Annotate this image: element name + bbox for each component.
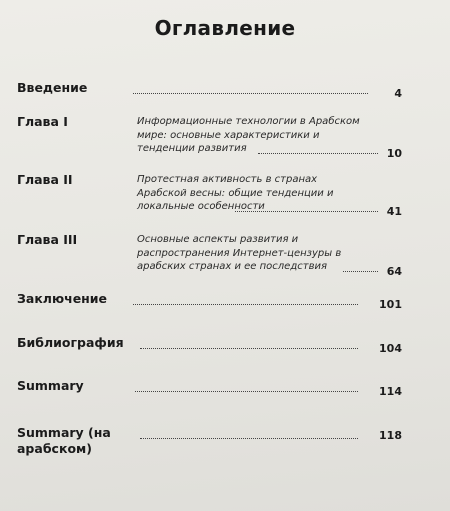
chapter-description: Основные аспекты развития и распространения Интернет-цензуры в арабских странах и ее последствия xyxy=(137,234,342,272)
chapter-description: Информационные технологии в Арабском мире: основные характеристики и тенденции развития xyxy=(137,116,360,154)
toc-entry-label: Глава I xyxy=(17,114,68,129)
toc-entry-label: Summary xyxy=(17,378,84,393)
dot-leader xyxy=(133,304,358,305)
dot-leader xyxy=(343,271,378,272)
page-number: 41 xyxy=(386,205,402,218)
toc-entry-label: Глава III xyxy=(17,232,78,247)
page-number: 4 xyxy=(394,87,402,100)
page-number: 114 xyxy=(379,385,402,398)
dot-leader xyxy=(235,211,378,212)
chapter-description: Протестная активность в странах Арабской весны: общие тенденции и локальные особенности xyxy=(137,174,334,212)
toc-entry-label: Глава II xyxy=(17,172,73,187)
page-number: 101 xyxy=(379,298,402,311)
toc-entry-label: Библиография xyxy=(17,335,124,350)
page-number: 104 xyxy=(379,342,402,355)
toc-entry-label: Введение xyxy=(17,80,88,95)
dot-leader xyxy=(140,438,358,439)
dot-leader xyxy=(133,93,368,94)
page-number: 64 xyxy=(386,265,402,278)
dot-leader xyxy=(135,391,358,392)
page-number: 118 xyxy=(379,429,402,442)
toc-title: Оглавление xyxy=(154,16,296,40)
dot-leader xyxy=(258,153,378,154)
toc-entry-label: Summary (на арабском) xyxy=(17,425,111,456)
page-number: 10 xyxy=(386,147,402,160)
dot-leader xyxy=(140,348,358,349)
toc-entry-label: Заключение xyxy=(17,291,108,306)
